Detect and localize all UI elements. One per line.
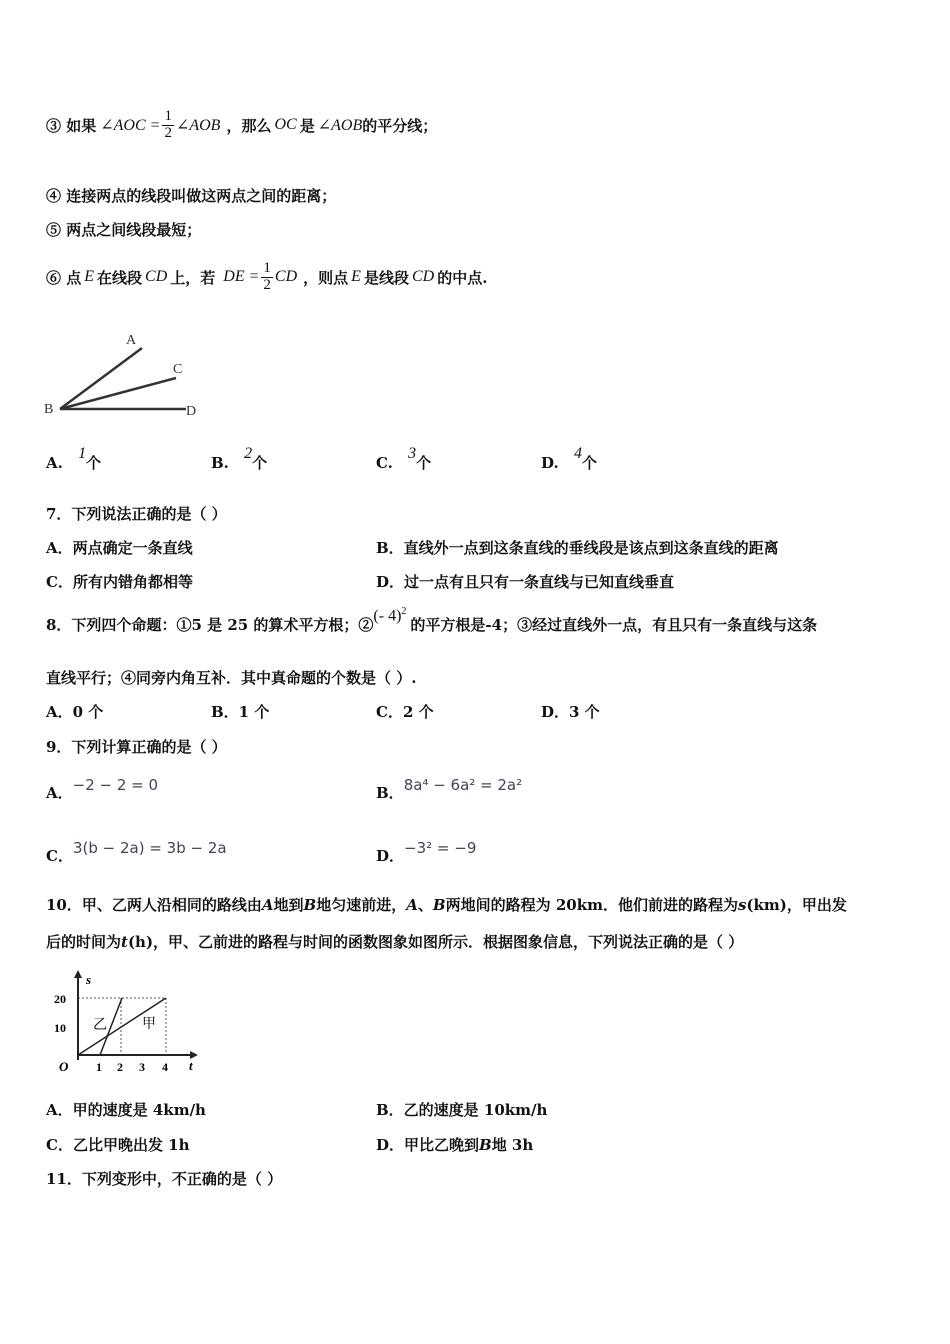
q7-option-a[interactable]: A．两点确定一条直线 <box>46 539 193 557</box>
q8-option-a[interactable]: A．0 个 <box>46 703 104 721</box>
x-tick-4: 4 <box>162 1060 168 1074</box>
statement-3-prefix: ③ 如果 <box>46 116 97 135</box>
ray-ba <box>60 348 142 409</box>
x-tick-3: 3 <box>139 1060 145 1074</box>
q8-stem-line1: 8．下列四个命题：①5 是 25 的算术平方根；② (- 4)$^2$ 的平方根是-4；③经过直线外一点，有且只有一条直线与这条 <box>46 606 818 634</box>
x-axis-label: t <box>189 1058 193 1073</box>
q7-option-d[interactable]: D．过一点有且只有一条直线与已知直线垂直 <box>376 573 675 591</box>
x-tick-2: 2 <box>117 1060 123 1074</box>
label-d: D <box>186 404 197 419</box>
ray-bc <box>60 378 176 409</box>
x-tick-1: 1 <box>96 1060 102 1074</box>
label-b: B <box>44 402 54 417</box>
q10-option-c[interactable]: C．乙比甲晚出发 1h <box>46 1136 190 1154</box>
q8-option-d[interactable]: D．3 个 <box>541 703 600 721</box>
angle-figure <box>40 328 210 423</box>
q8-stem-line2: 直线平行；④同旁内角互补．其中真命题的个数是（ ）. <box>46 669 417 687</box>
statement-6: ⑥ 点 E 在线段 CD 上，若 DE = $\frac{1}{2}$ CD ，则点 E 是线段 CD 的中点. <box>46 259 488 293</box>
statement-3-lhs: ∠AOC = <box>100 117 161 134</box>
y-axis-label: s <box>86 972 92 987</box>
label-c: C <box>173 362 183 377</box>
y-tick-20: 20 <box>54 992 66 1006</box>
y-axis-arrow <box>74 970 82 978</box>
q6-option-c[interactable]: C. 3个 <box>376 445 432 472</box>
q8-expression: (- 4)$^2$ <box>373 606 407 625</box>
q10-option-b[interactable]: B．乙的速度是 10km/h <box>376 1101 548 1119</box>
series-yi-label: 乙 <box>93 1018 107 1033</box>
q9-option-d[interactable]: D．−3² = −9 <box>376 839 477 865</box>
q10-option-a[interactable]: A．甲的速度是 4km/h <box>46 1101 206 1119</box>
q6-option-a[interactable]: A. 1个 <box>46 445 102 472</box>
q9-option-a[interactable]: A．−2 − 2 = 0 <box>46 776 159 802</box>
q6-option-b[interactable]: B. 2个 <box>211 445 268 472</box>
series-jia-label: 甲 <box>142 1017 156 1032</box>
origin-label: O <box>59 1059 69 1074</box>
q7-option-b[interactable]: B．直线外一点到这条直线的垂线段是该点到这条直线的距离 <box>376 539 779 557</box>
q9-stem: 9．下列计算正确的是（ ） <box>46 738 227 756</box>
statement-4: ④ 连接两点的线段叫做这两点之间的距离； <box>46 187 337 205</box>
q9-option-c[interactable]: C．3(b − 2a) = 3b − 2a <box>46 839 227 865</box>
distance-time-graph <box>46 968 206 1078</box>
q11-stem: 11．下列变形中，不正确的是（ ） <box>46 1170 283 1188</box>
q8-option-b[interactable]: B．1 个 <box>211 703 270 721</box>
q7-option-c[interactable]: C．所有内错角都相等 <box>46 573 193 591</box>
q9-option-b[interactable]: B．8a⁴ − 6a² = 2a² <box>376 776 523 802</box>
label-a: A <box>126 333 137 348</box>
q10-option-d[interactable]: D．甲比乙晚到B地 3h <box>376 1136 534 1154</box>
statement-5: ⑤ 两点之间线段最短； <box>46 221 202 239</box>
q10-stem-line1: 10．甲、乙两人沿相同的路线由A地到B地匀速前进，A、B两地间的路程为 20km．他们前进的路程为s(km)，甲出发 <box>46 896 847 914</box>
q7-stem: 7．下列说法正确的是（ ） <box>46 505 227 523</box>
q10-stem-line2: 后的时间为t(h)，甲、乙前进的路程与时间的函数图象如图所示．根据图象信息，下列说法正确的是（ ） <box>46 933 744 951</box>
statement-3-rhs: ∠AOB <box>175 117 221 134</box>
statement-3: ③ 如果 ∠AOC = $\frac{1}{2}$ ∠AOB ，那么 OC 是 ∠AOB 的平分线； <box>46 107 438 141</box>
y-tick-10: 10 <box>54 1021 66 1035</box>
fraction-one-half: $\frac{1}{2}$ <box>164 107 172 141</box>
fraction-one-half: $\frac{1}{2}$ <box>263 259 271 293</box>
q8-option-c[interactable]: C．2 个 <box>376 703 434 721</box>
q6-option-d[interactable]: D. 4个 <box>541 445 597 472</box>
